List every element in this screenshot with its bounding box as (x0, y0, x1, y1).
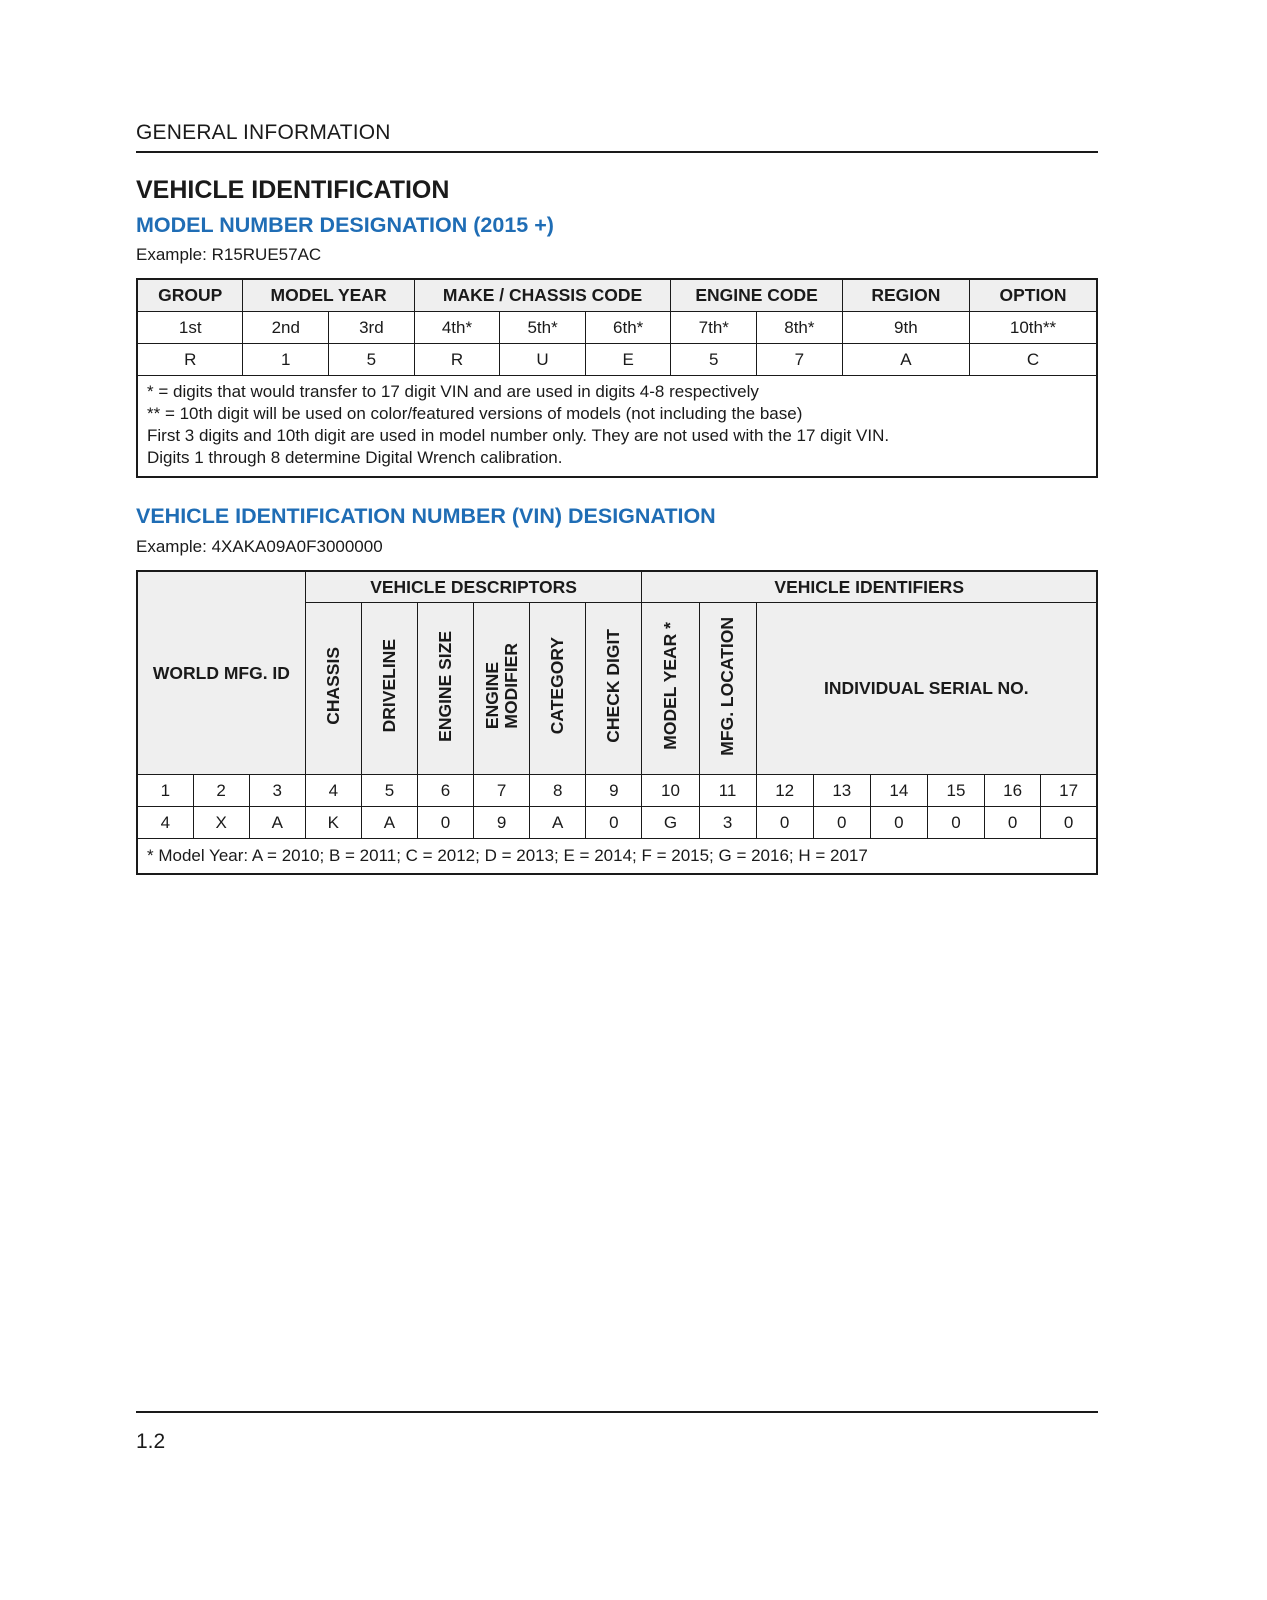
value-cell: U (500, 344, 586, 376)
region-header: REGION (842, 279, 969, 312)
option-header: OPTION (970, 279, 1097, 312)
position-cell: 4th* (414, 312, 500, 344)
value-cell: X (193, 807, 249, 839)
position-cell: 10th** (970, 312, 1097, 344)
value-cell: 3 (699, 807, 756, 839)
page-title: VEHICLE IDENTIFICATION (136, 176, 450, 204)
value-cell: 0 (756, 807, 813, 839)
position-cell: 16 (985, 775, 1041, 807)
value-cell: K (305, 807, 361, 839)
vin-notes-row (137, 839, 1097, 875)
footer-rule (136, 1411, 1098, 1413)
value-cell: 7 (757, 344, 843, 376)
driveline-header: DRIVELINE (361, 603, 417, 775)
value-cell: 0 (985, 807, 1041, 839)
vin-group-row (137, 571, 1097, 603)
model-number-example: Example: R15RUE57AC (136, 245, 322, 264)
individual-serial-header: INDIVIDUAL SERIAL NO. (756, 603, 1097, 775)
value-cell: 0 (927, 807, 984, 839)
vehicle-descriptors-header: VEHICLE DESCRIPTORS (305, 571, 642, 603)
value-cell: 1 (243, 344, 329, 376)
world-mfg-id-header: WORLD MFG. ID (137, 571, 305, 775)
value-cell: A (842, 344, 969, 376)
model-notes-row (137, 376, 1097, 478)
position-cell: 17 (1041, 775, 1097, 807)
value-cell: 0 (1041, 807, 1097, 839)
note-line: * = digits that would transfer to 17 digit VIN and are used in digits 4-8 respectively (147, 382, 759, 401)
position-cell: 12 (756, 775, 813, 807)
vin-heading: VEHICLE IDENTIFICATION NUMBER (VIN) DESIGNATION (136, 504, 716, 528)
page-number: 1.2 (136, 1430, 166, 1453)
section-header: GENERAL INFORMATION (136, 121, 391, 144)
position-cell: 1st (137, 312, 243, 344)
make-chassis-code-header: MAKE / CHASSIS CODE (414, 279, 671, 312)
position-cell: 14 (870, 775, 927, 807)
value-cell: A (249, 807, 305, 839)
value-cell: 0 (870, 807, 927, 839)
vin-position-row (137, 775, 1097, 807)
position-cell: 6 (417, 775, 473, 807)
position-cell: 5th* (500, 312, 586, 344)
position-cell: 6th* (585, 312, 671, 344)
model-number-table (136, 278, 1098, 478)
header-rule (136, 151, 1098, 153)
vin-example: Example: 4XAKA09A0F3000000 (136, 537, 383, 556)
chassis-header: CHASSIS (305, 603, 361, 775)
check-digit-header: CHECK DIGIT (586, 603, 642, 775)
note-line: ** = 10th digit will be used on color/featured versions of models (not including the base) (147, 404, 803, 423)
position-cell: 2nd (243, 312, 329, 344)
value-cell: R (414, 344, 500, 376)
value-cell: 0 (417, 807, 473, 839)
category-header: CATEGORY (530, 603, 586, 775)
model-position-row (137, 312, 1097, 344)
value-cell: 0 (813, 807, 870, 839)
position-cell: 9 (586, 775, 642, 807)
value-cell: 4 (137, 807, 193, 839)
model-number-heading: MODEL NUMBER DESIGNATION (2015 +) (136, 213, 554, 237)
value-cell: 9 (474, 807, 530, 839)
model-group-row (137, 279, 1097, 312)
model-notes (137, 376, 1097, 478)
position-cell: 8 (530, 775, 586, 807)
value-cell: A (361, 807, 417, 839)
position-cell: 2 (193, 775, 249, 807)
group-header: GROUP (137, 279, 243, 312)
position-cell: 10 (642, 775, 699, 807)
engine-size-header: ENGINE SIZE (417, 603, 473, 775)
value-cell: G (642, 807, 699, 839)
position-cell: 13 (813, 775, 870, 807)
mfg-location-header: MFG. LOCATION (699, 603, 756, 775)
position-cell: 4 (305, 775, 361, 807)
position-cell: 1 (137, 775, 193, 807)
position-cell: 9th (842, 312, 969, 344)
value-cell: 5 (329, 344, 415, 376)
model-value-row (137, 344, 1097, 376)
value-cell: 5 (671, 344, 757, 376)
vin-table (136, 570, 1098, 875)
engine-modifier-header: ENGINEMODIFIER (474, 603, 530, 775)
position-cell: 3 (249, 775, 305, 807)
position-cell: 11 (699, 775, 756, 807)
model-year-header: MODEL YEAR (243, 279, 414, 312)
model-year-note: * Model Year: A = 2010; B = 2011; C = 2012; D = 2013; E = 2014; F = 2015; G = 2016; H = 2017 (137, 839, 1097, 875)
note-line: Digits 1 through 8 determine Digital Wrench calibration. (147, 448, 563, 467)
vehicle-identifiers-header: VEHICLE IDENTIFIERS (642, 571, 1097, 603)
position-cell: 8th* (757, 312, 843, 344)
model-year-header: MODEL YEAR * (642, 603, 699, 775)
vin-value-row (137, 807, 1097, 839)
position-cell: 7th* (671, 312, 757, 344)
value-cell: R (137, 344, 243, 376)
value-cell: 0 (586, 807, 642, 839)
value-cell: A (530, 807, 586, 839)
position-cell: 15 (927, 775, 984, 807)
position-cell: 5 (361, 775, 417, 807)
value-cell: C (970, 344, 1097, 376)
note-line: First 3 digits and 10th digit are used in model number only. They are not used with the 17 digit VIN. (147, 426, 890, 445)
position-cell: 3rd (329, 312, 415, 344)
position-cell: 7 (474, 775, 530, 807)
engine-code-header: ENGINE CODE (671, 279, 842, 312)
value-cell: E (585, 344, 671, 376)
